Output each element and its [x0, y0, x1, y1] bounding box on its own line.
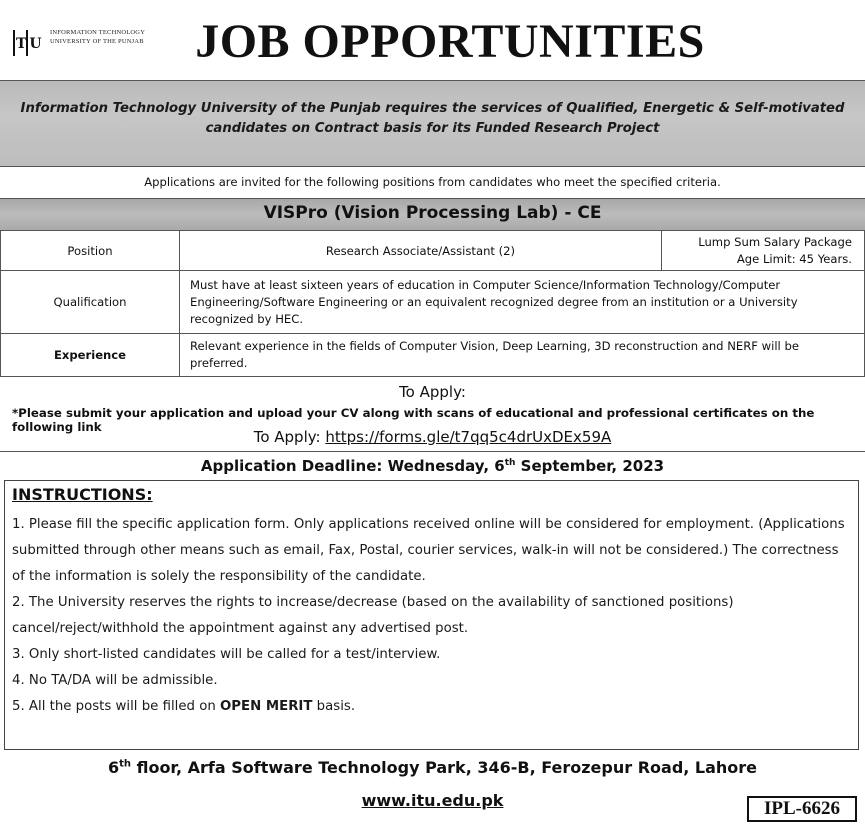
application-deadline [0, 457, 865, 475]
age-limit: Age Limit: 45 Years. [736, 251, 852, 266]
position-value: Research Associate/Assistant (2) [180, 231, 662, 271]
experience-text: Relevant experience in the fields of Computer Vision, Deep Learning, 3D reconstruction and NERF will be preferred. [180, 334, 865, 377]
logo-line-1: INFORMATION TECHNOLOGY [50, 29, 146, 36]
positions-table [0, 230, 865, 377]
instruction-item [12, 694, 854, 720]
logo-line-2: UNIVERSITY OF THE PUNJAB [50, 38, 144, 45]
address-sup: th [119, 758, 132, 770]
apply-link-row [0, 428, 865, 446]
deadline-prefix: Application Deadline: Wednesday, 6 [200, 457, 505, 475]
logo-text [50, 28, 170, 46]
table-row [1, 334, 865, 377]
qualification-text: Must have at least sixteen years of education in Computer Science/Information Technology/Computer Engineering/Software Engineering or an equivalent recognized degree from an institution or a University recognized by HEC. [180, 271, 865, 334]
deadline-sup: th [504, 458, 516, 468]
instruction-5-suffix: basis. [312, 699, 356, 714]
apply-link-prefix: To Apply: [253, 428, 326, 446]
submit-note: *Please submit your application and upload your CV along with scans of educational and professional certificates on the following link [12, 406, 815, 434]
open-merit: OPEN MERIT [219, 699, 313, 714]
to-apply-heading: To Apply: [399, 383, 466, 401]
instructions-title: INSTRUCTIONS: [12, 485, 153, 504]
instruction-item: 1. Please fill the specific application form. Only applications received online will be considered for employment. (Applications [12, 517, 845, 532]
address [0, 758, 865, 777]
divider [0, 198, 865, 199]
position-label: Position [1, 231, 180, 271]
instructions-list [12, 512, 854, 720]
qualification-label: Qualification [1, 271, 180, 334]
experience-label: Experience [1, 334, 180, 377]
salary-cell [662, 231, 865, 271]
instruction-item: 4. No TA/DA will be admissible. [12, 673, 218, 688]
intro-text: Information Technology University of the Punjab requires the services of Qualified, Energetic & Self-motivated candidates on Contract basis for its Funded Research Project [20, 101, 845, 136]
university-logo [12, 22, 162, 62]
divider [0, 451, 865, 452]
table-row [1, 271, 865, 334]
instruction-item: 3. Only short-listed candidates will be called for a test/interview. [12, 647, 441, 662]
salary-package: Lump Sum Salary Package [698, 234, 852, 249]
page-title: JOB OPPORTUNITIES [195, 15, 705, 68]
itu-logo-icon: T U [12, 24, 46, 58]
divider [0, 80, 865, 81]
deadline-suffix: September, 2023 [515, 457, 665, 475]
divider [0, 166, 865, 167]
address-prefix: 6 [107, 758, 120, 777]
apply-form-link[interactable]: https://forms.gle/t7qq5c4drUxDEx59A [325, 428, 612, 446]
instruction-item: submitted through other means such as email, Fax, Postal, courier services, walk-in will not be considered.) The correctness of the information is solely the responsibility of the candidate. [12, 543, 839, 584]
instruction-item: 2. The University reserves the rights to increase/decrease (based on the availability of sanctioned positions) cancel/reject/withhold the appointment against any advertised post. [12, 595, 734, 636]
website-link[interactable]: www.itu.edu.pk [361, 791, 504, 810]
table-row [1, 231, 865, 271]
website [0, 791, 865, 810]
instruction-5-prefix: 5. All the posts will be filled on [12, 699, 220, 714]
address-suffix: floor, Arfa Software Technology Park, 346-B, Ferozepur Road, Lahore [131, 758, 758, 777]
ipl-code-badge: IPL-6626 [747, 796, 857, 822]
criteria-text: Applications are invited for the following positions from candidates who meet the specified criteria. [144, 175, 721, 189]
lab-title: VISPro (Vision Processing Lab) - CE [263, 203, 602, 223]
